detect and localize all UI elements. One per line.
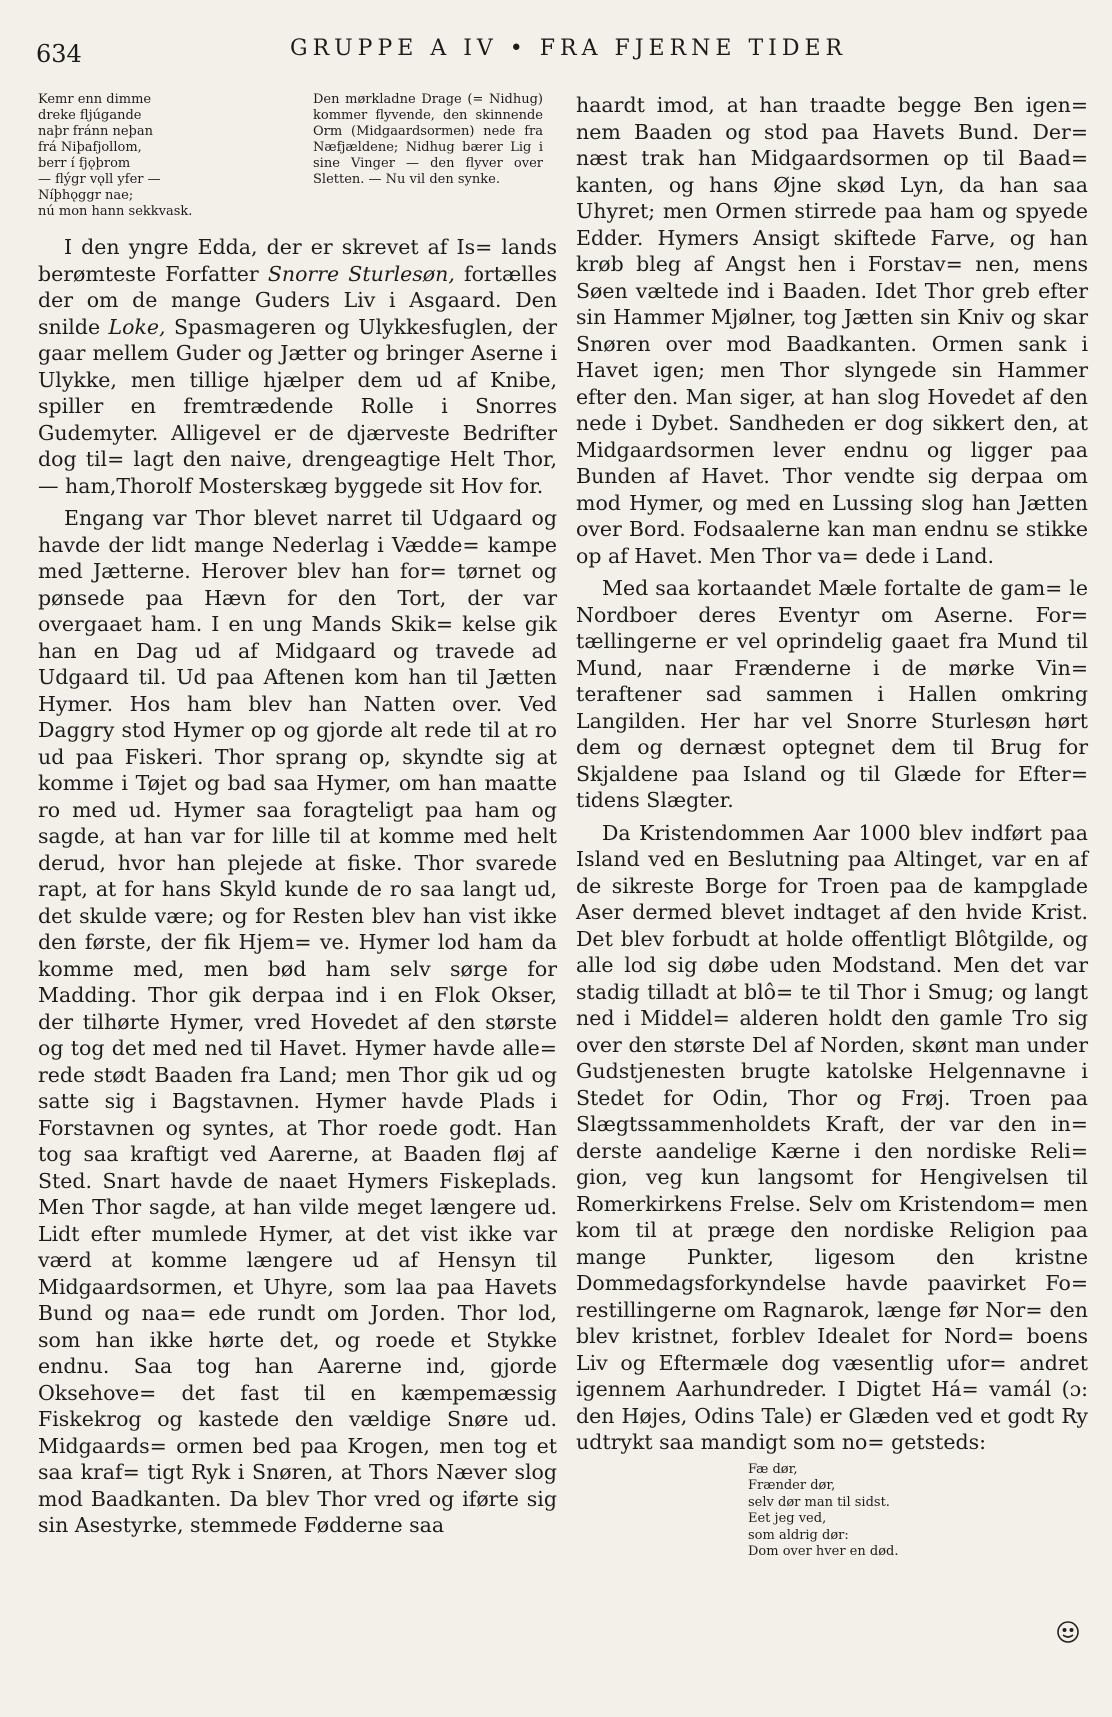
name-snorre: Snorre Sturlesøn, <box>267 261 455 286</box>
text-run: fortælles der om de mange Guders Liv i Asgaard. Den snilde <box>38 261 557 339</box>
paragraph: haardt imod, at han traadte begge Ben igen= nem Baaden og stod paa Havets Bund. Der= næst trak han Midgaardsormen op til Baad= kanten, og hans Øjne skød Lyn, da han saa Uhyret; men Ormen stirrede paa ham og spyede Edder. Hymers Ansigt skiftede Farve, og han krøb bleg af Angst hen i Forstav= nen, mens Søen væltede ind i Baaden. Idet Thor greb efter sin Hammer Mjølner, tog Jætten sin Kniv og skar Snøren over mod Baadkanten. Ormen sank i Havet igen; men Thor slyngede sin Hammer efter den. Man siger, at han slog Hovedet af den nede i Dybet. Sandheden er dog sikkert den, at Midgaardsormen lever endnu og ligger paa Bunden af Havet. Thor vendte sig derpaa om mod Hymer, og med en Lussing slog han Jætten over Bord. Fodsaalerne kan man endnu se stikke op af Havet. Men Thor va= dede i Land. <box>576 93 1088 568</box>
text-run: Spasmageren og Ulykkesfuglen, der gaar mellem Guder og Jætter og bringer Aserne i Ulykke, men tillige hjælper dem ud af Knibe, spiller en fremtrædende Rolle i Snorres Gudemyter. Alligevel er de djærveste Bedrifter dog til= lagt den naive, drengeagtige Helt Thor, — ham,Thorolf Mosterskæg byggede sit Hov for. <box>38 314 557 498</box>
page-number: 634 <box>36 40 82 68</box>
text-run: I den yngre Edda, der er skrevet af Is= lands berømteste Forfatter <box>38 235 557 286</box>
verse-old-norse: Kemr enn dimme dreke fljúgande naþr fránn neþan frá Niþafjollom, berr í fjǫþrom — flýgr vǫll yfer — Níþhǫggr nae; nú mon hann sekkvask. <box>38 92 193 219</box>
decorative-mask-icon <box>1056 1620 1080 1644</box>
running-title: GRUPPE A IV • FRA FJERNE TIDER <box>290 36 848 61</box>
havamal-quote: Fæ dør, Frænder dør, selv dør man til sidst. Eet jeg ved, som aldrig dør: Dom over hver en død. <box>748 1461 899 1559</box>
paragraph: Med saa kortaandet Mæle fortalte de gam= le Nordboer deres Eventyr om Aserne. For= tællingerne er vel oprindelig gaaet fra Mund til Mund, naar Frænderne i de mørke Vin= teraftener sad sammen i Hallen omkring Langilden. Her har vel Snorre Sturlesøn hørt dem og dernæst optegnet dem til Brug for Skjaldene paa Island og til Glæde for Efter= tidens Slægter. <box>576 576 1088 812</box>
paragraph: Da Kristendommen Aar 1000 blev indført paa Island ved en Beslutning paa Altinget, var en af de sikreste Borge for Troen paa de kampglade Aser dermed blevet indtaget af den hvide Krist. Det blev forbudt at holde offentligt Blôtgilde, og alle lod sig døbe uden Modstand. Men det var stadig tilladt at blô= te til Thor i Smug; og langt ned i Middel= alderen holdt den gamle Tro sig over den største Del af Norden, skønt man under Gudstjenesten brugte katolske Helgennavne i Stedet for Odin, Thor og Frøj. Troen paa Slægtssammenholdets Kraft, der var den in= derste aandelige Kærne i den nordiske Reli= gion, veg kun langsomt for Hengivelsen til Romerkirkens Frelse. Selv om Kristendom= men kom til at præge den nordiske Religion paa mange Punkter, ligesom den kristne Dommedagsforkyndelse havde paavirket Fo= restillingerne om Ragnarok, længe før Nor= den blev kristnet, forblev Idealet for Nord= boens Liv og Eftermæle dog væsentlig ufor= andret igennem Aarhundreder. I Digtet Há= vamál (ɔ: den Højes, Odins Tale) er Glæden ved et godt Ry udtrykt saa mandigt som no= getsteds: <box>576 820 1088 1454</box>
right-column <box>576 92 1088 1561</box>
left-column <box>38 92 557 1545</box>
paragraph: Engang var Thor blevet narret til Udgaard og havde der lidt mange Nederlag i Vædde= kampe med Jætterne. Herover blev han for= tørnet og pønsede paa Hævn for den Tort, der var overgaaet ham. I en ung Mands Skik= kelse gik han en Dag ud af Midgaard og travede ad Udgaard til. Ud paa Aftenen kom han til Jætten Hymer. Hos ham blev han Natten over. Ved Daggry stod Hymer op og gjorde alt rede til at ro ud paa Fiskeri. Thor sprang op, skyndte sig at komme i Tøjet og bad saa Hymer, om han maatte ro med ud. Hymer saa foragteligt paa ham og sagde, at han var for lille til at komme med helt derud, hvor han plejede at fiske. Thor svarede rapt, at for hans Skyld kunde de ro saa langt ud, det skulde være; og for Resten blev han vist ikke den første, der fik Hjem= ve. Hymer lod ham da komme med, men bød ham selv sørge for Madding. Thor gik derpaa ind i en Flok Okser, der tilhørte Hymer, vred Hovedet af den største og tog det med ned til Havet. Hymer havde alle= rede stødt Baaden fra Land; men Thor gik ud og satte sig i Bagstavnen. Hymer havde Plads i Forstavnen og syntes, at Thor roede godt. Han tog saa kraftigt ved Aarerne, at Baaden fløj af Sted. Snart havde de naaet Hymers Fiskeplads. Men Thor sagde, at han vilde meget længere ud. Lidt efter mumlede Hymer, at det vist ikke var værd at komme længere ud af Hensyn til Midgaardsormen, et Uhyre, som laa paa Havets Bund og naa= ede rundt om Jorden. Thor lod, som han ikke hørte det, og roede et Stykke endnu. Saa tog han Aarerne ind, gjorde Oksehove= det fast til en kæmpemæssig Fiskekrog og kastede den vældige Snøre ud. Midgaards= ormen bed paa Krogen, men tog et saa kraf= tigt Ryk i Snøren, at Thors Næver slog mod Baadkanten. Da blev Thor vred og iførte sig sin Asestyrke, stemmede Fødderne saa <box>38 506 557 1537</box>
verse-block <box>38 92 557 220</box>
verse-translation: Den mørkladne Drage (= Nidhug) kommer flyvende, den skinnende Orm (Midgaardsormen) nede fra Næfjældene; Nidhug bærer Lig i sine Vinger — den flyver over Sletten. — Nu vil den synke. <box>313 92 543 187</box>
paragraph <box>38 234 557 499</box>
name-loke: Loke, <box>108 314 166 339</box>
